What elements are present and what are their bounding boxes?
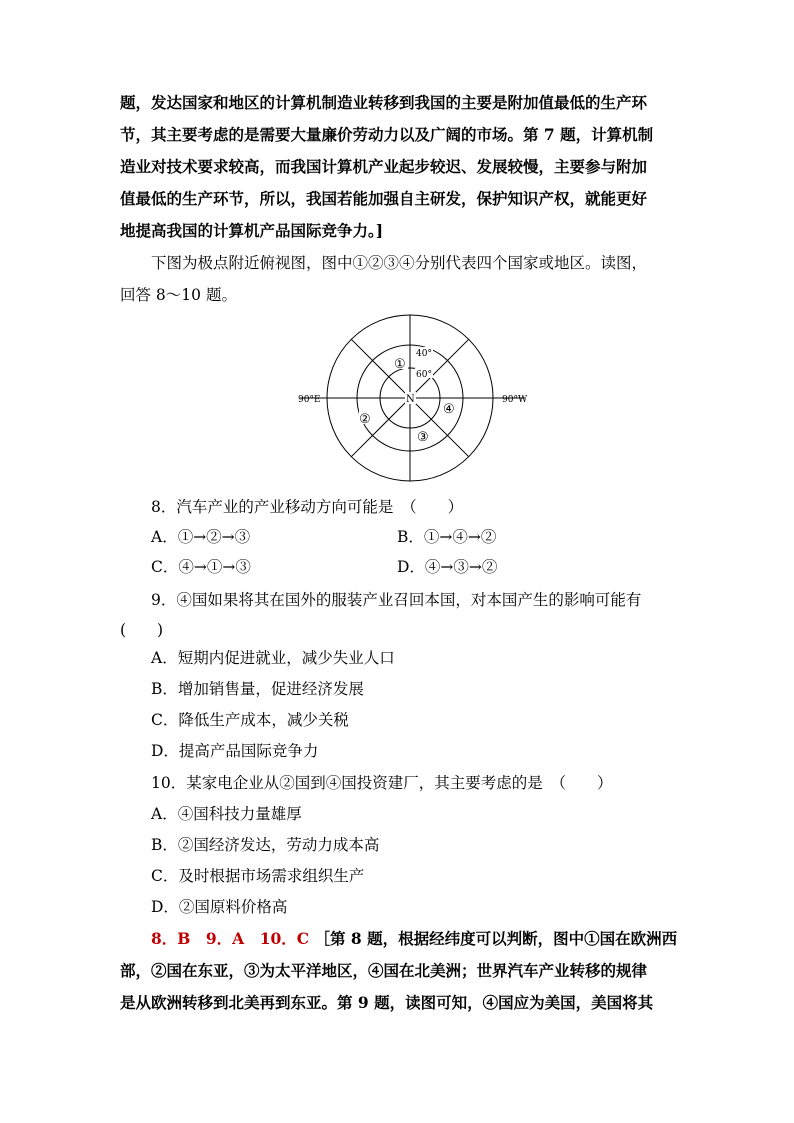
explanation-line-1: 题，发达国家和地区的计算机制造业转移到我国的主要是附加值最低的生产环 [120, 93, 648, 112]
question-9-stem: 9．④国如果将其在国外的服装产业召回本国，对本国产生的影响可能有 [151, 591, 642, 609]
explanation-line-5: 地提高我国的计算机产品国际竞争力。] [120, 221, 384, 240]
answer-key: 8．B 9．A 10．C [151, 929, 310, 948]
answer-line-1 [151, 929, 681, 949]
q8-option-b[interactable]: B．①→④→② [397, 528, 497, 546]
q9-option-b[interactable]: B．增加销售量，促进经济发展 [151, 680, 364, 698]
region-3-marker: ③ [417, 430, 429, 445]
longitude-90E-label: 90°E [298, 395, 321, 405]
question-10-stem: 10．某家电企业从②国到④国投资建厂，其主要考虑的是 （ ） [151, 774, 613, 792]
q9-option-c[interactable]: C．降低生产成本，减少关税 [151, 711, 349, 729]
explanation-line-2: 节，其主要考虑的是需要大量廉价劳动力以及广阔的市场。第 7 题，计算机制 [120, 125, 654, 144]
q10-option-a[interactable]: A．④国科技力量雄厚 [151, 805, 302, 823]
north-pole-label: N [406, 394, 415, 405]
q8-option-a[interactable]: A．①→②→③ [151, 528, 251, 546]
q10-option-c[interactable]: C．及时根据市场需求组织生产 [151, 867, 365, 885]
intro-line-2: 回答 8～10 题。 [120, 286, 237, 304]
intro-line-1: 下图为极点附近俯视图，图中①②③④分别代表四个国家或地区。读图， [151, 254, 648, 272]
q8-option-c[interactable]: C．④→①→③ [151, 558, 251, 576]
question-8-stem: 8．汽车产业的产业移动方向可能是 （ ） [151, 498, 464, 516]
answer-line-2: 部，②国在东亚，③为太平洋地区，④国在北美洲；世界汽车产业转移的规律 [120, 961, 648, 980]
region-4-marker: ④ [443, 402, 455, 417]
region-1-marker: ① [394, 357, 406, 372]
q10-option-b[interactable]: B．②国经济发达，劳动力成本高 [151, 836, 380, 854]
question-9-stem-bracket: ( ) [120, 621, 164, 639]
polar-view-diagram [290, 314, 530, 484]
region-2-marker: ② [359, 412, 371, 427]
answer-line-3: 是从欧洲转移到北美再到东亚。第 9 题，读图可知，④国应为美国，美国将其 [120, 993, 654, 1012]
explanation-line-4: 值最低的生产环节，所以，我国若能加强自主研发，保护知识产权，就能更好 [120, 189, 648, 208]
q9-option-d[interactable]: D．提高产品国际竞争力 [151, 742, 319, 760]
answer-explanation-start: ［第 8 题，根据经纬度可以判断，图中①国在欧洲西 [314, 929, 678, 948]
q8-option-d[interactable]: D．④→③→② [397, 558, 498, 576]
latitude-60-label: 60° [416, 370, 432, 380]
q10-option-d[interactable]: D．②国原料价格高 [151, 898, 288, 916]
longitude-90W-label: 90°W [502, 395, 528, 405]
explanation-line-3: 造业对技术要求较高，而我国计算机产业起步较迟、发展较慢，主要参与附加 [120, 157, 648, 176]
q9-option-a[interactable]: A．短期内促进就业，减少失业人口 [151, 649, 395, 667]
latitude-40-label: 40° [416, 349, 432, 359]
